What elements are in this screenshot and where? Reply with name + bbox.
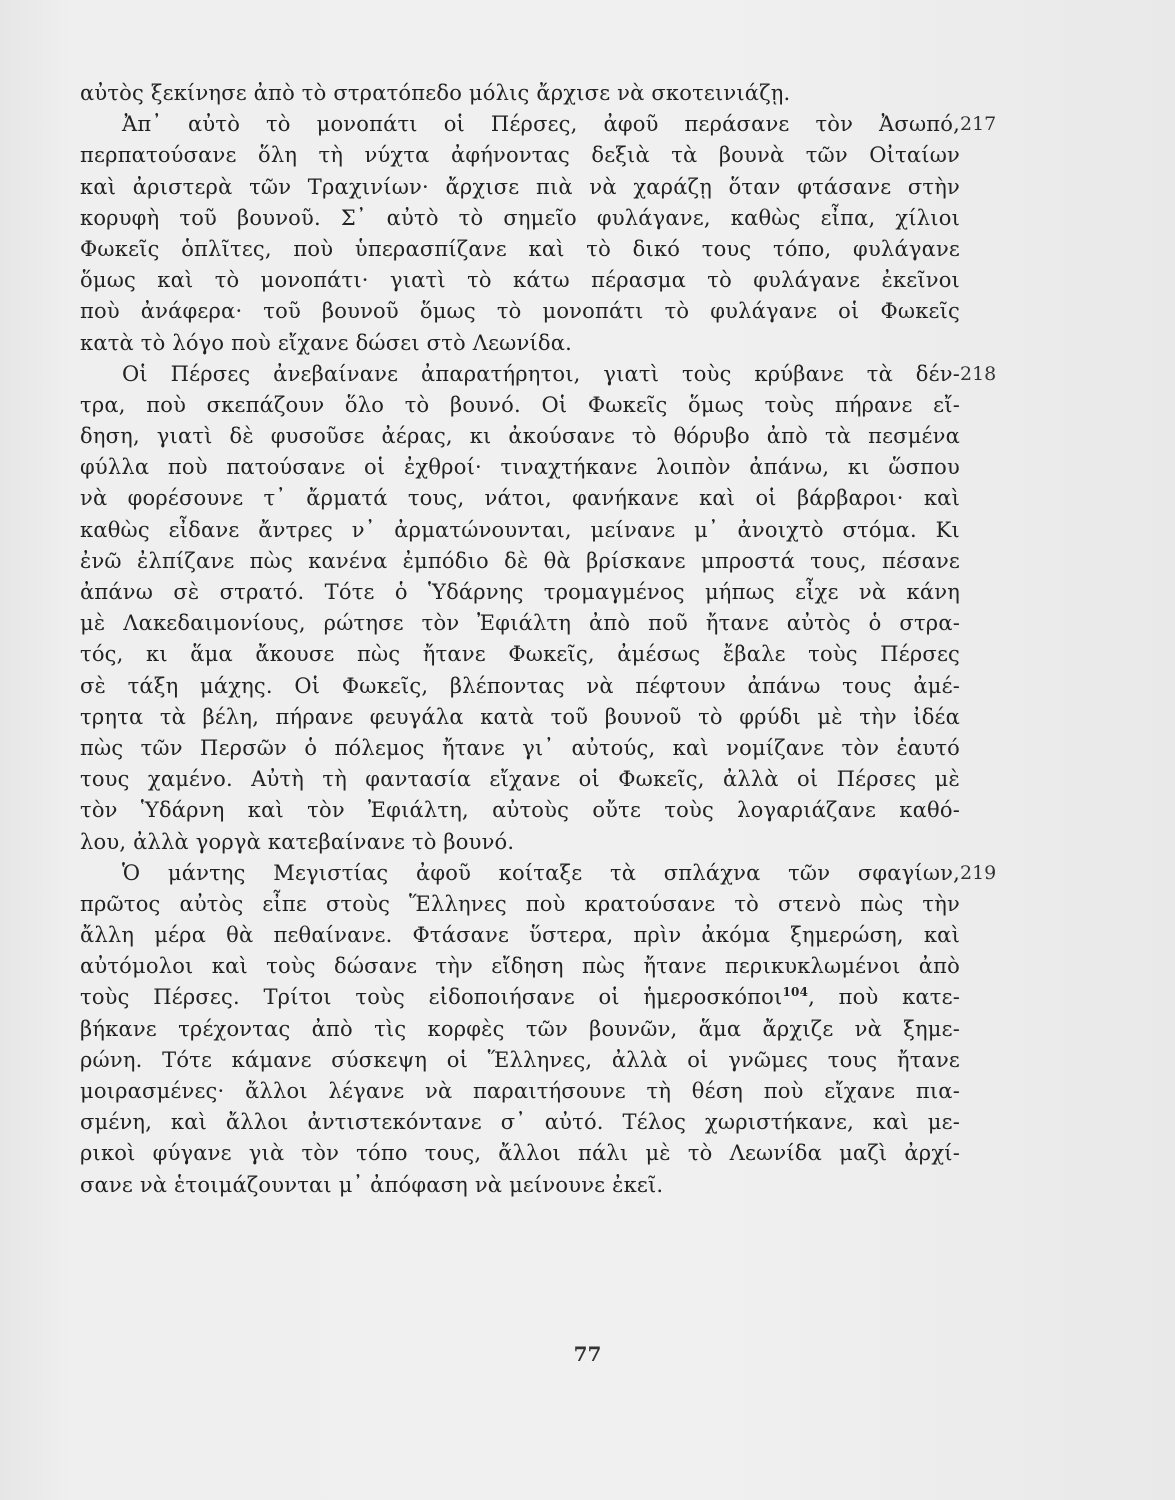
text-line: Φωκεῖς ὁπλῖτες, ποὺ ὑπερασπίζανε καὶ τὸ δικό τους τόπο, φυλάγανε [80, 236, 960, 261]
text-line: ἀπάνω σὲ στρατό. Τότε ὁ Ὑδάρνης τρομαγμένος μήπως εἶχε νὰ κάνη [80, 580, 960, 604]
text-line: σμένη, καὶ ἄλλοι ἀντιστεκόντανε σ᾽ αὐτό. Τέλος χωριστήκανε, καὶ με- [80, 1110, 960, 1135]
text-line: δηση, γιατὶ δὲ φυσοῦσε ἀέρας, κι ἀκούσανε τὸ θόρυβο ἀπὸ τὰ πεσμένα [80, 424, 960, 449]
text-line: Ἀπ᾽ αὐτὸ τὸ μονοπάτι οἱ Πέρσες, ἀφοῦ περάσανε τὸν Ἀσωπό, [122, 112, 960, 137]
text-line: τους χαμένο. Αὐτὴ τὴ φαντασία εἴχανε οἱ Φωκεῖς, ἀλλὰ οἱ Πέρσες μὲ [80, 767, 960, 792]
text-line: σὲ τάξη μάχης. Οἱ Φωκεῖς, βλέποντας νὰ πέφτουν ἀπάνω τους ἀμέ- [80, 673, 960, 698]
text-line: Ὁ μάντης Μεγιστίας ἀφοῦ κοίταξε τὰ σπλάχνα τῶν σφαγίων, [122, 860, 960, 885]
text-line: Οἱ Πέρσες ἀνεβαίνανε ἀπαρατήρητοι, γιατὶ τοὺς κρύβανε τὰ δέν- [122, 361, 960, 386]
text-line: μοιρασμένες· ἄλλοι λέγανε νὰ παραιτήσουνε τὴ θέση ποὺ εἴχανε πια- [80, 1079, 960, 1103]
text-line: καθὼς εἶδανε ἄντρες ν᾽ ἀρματώνουνται, μείνανε μ᾽ ἀνοιχτὸ στόμα. Κι [80, 517, 960, 542]
text-line: τός, κι ἅμα ἄκουσε πὼς ἤτανε Φωκεῖς, ἀμέσως ἔβαλε τοὺς Πέρσες [80, 642, 960, 667]
text-line: αὐτόμολοι καὶ τοὺς δώσανε τὴν εἴδηση πὼς ἤτανε περικυκλωμένοι ἀπὸ [80, 954, 960, 979]
text-line: αὐτὸς ξεκίνησε ἀπὸ τὸ στρατόπεδο μόλις ἄρχισε νὰ σκοτεινιάζῃ. [80, 81, 791, 105]
text-line: ρικοὶ φύγανε γιὰ τὸν τόπο τους, ἄλλοι πάλι μὲ τὸ Λεωνίδα μαζὶ ἀρχί- [80, 1141, 960, 1166]
text-line: ὅμως καὶ τὸ μονοπάτι· γιατὶ τὸ κάτω πέρασμα τὸ φυλάγανε ἐκεῖνοι [80, 268, 960, 293]
text-line: πρῶτος αὐτὸς εἶπε στοὺς Ἕλληνες ποὺ κρατούσανε τὸ στενὸ πὼς τὴν [80, 891, 960, 916]
text-line: τὸν Ὑδάρνη καὶ τὸν Ἐφιάλτη, αὐτοὺς οὔτε τοὺς λογαριάζανε καθό- [80, 798, 960, 823]
text-line: κατὰ τὸ λόγο ποὺ εἴχανε δώσει στὸ Λεωνίδα. [80, 330, 572, 355]
text-line: τοὺς Πέρσες. Τρίτοι τοὺς εἰδοποιήσανε οἱ ἡμεροσκόποι$^{104}$, ποὺ κατε- [80, 985, 960, 1010]
text-line: τρα, ποὺ σκεπάζουν ὅλο τὸ βουνό. Οἱ Φωκεῖς ὅμως τοὺς πήρανε εἴ- [80, 392, 960, 417]
section-number: 218 [960, 362, 997, 385]
text-line: καὶ ἀριστερὰ τῶν Τραχινίων· ἄρχισε πιὰ νὰ χαράζῃ ὅταν φτάσανε στὴν [80, 174, 960, 199]
paragraph [80, 109, 960, 359]
paragraph [80, 359, 960, 858]
text-line: ποὺ ἀνάφερα· τοῦ βουνοῦ ὅμως τὸ μονοπάτι τὸ φυλάγανε οἱ Φωκεῖς [80, 299, 960, 324]
page-number: 77 [573, 1342, 602, 1366]
text-line: νὰ φορέσουνε τ᾽ ἄρματά τους, νάτοι, φανήκανε καὶ οἱ βάρβαροι· καὶ [80, 486, 960, 511]
text-line: λου, ἀλλὰ γοργὰ κατεβαίνανε τὸ βουνό. [80, 829, 515, 854]
text-line: τρητα τὰ βέλη, πήρανε φευγάλα κατὰ τοῦ βουνοῦ τὸ φρύδι μὲ τὴν ἰδέα [80, 704, 960, 729]
text-line: βήκανε τρέχοντας ἀπὸ τὶς κορφὲς τῶν βουνῶν, ἅμα ἄρχιζε νὰ ξημε- [80, 1016, 960, 1041]
section-number: 219 [960, 862, 997, 884]
text-line: μὲ Λακεδαιμονίους, ρώτησε τὸν Ἐφιάλτη ἀπὸ ποῦ ἤτανε αὐτὸς ὁ στρα- [80, 611, 960, 636]
paragraph [80, 858, 960, 1201]
text-line: περπατούσανε ὅλη τὴ νύχτα ἀφήνοντας δεξιὰ τὰ βουνὰ τῶν Οἰταίων [80, 143, 960, 168]
text-line: ρώνη. Τότε κάμανε σύσκεψη οἱ Ἕλληνες, ἀλλὰ οἱ γνῶμες τους ἤτανε [80, 1047, 960, 1072]
body-text [80, 78, 960, 1201]
text-line: ἄλλη μέρα θὰ πεθαίνανε. Φτάσανε ὕστερα, πρὶν ἀκόμα ξημερώση, καὶ [80, 923, 960, 948]
section-number: 217 [960, 113, 997, 136]
paragraph [80, 78, 960, 109]
text-line: φύλλα ποὺ πατούσανε οἱ ἐχθροί· τιναχτήκανε λοιπὸν ἀπάνω, κι ὥσπου [80, 455, 960, 480]
text-line: σανε νὰ ἑτοιμάζουνται μ᾽ ἀπόφαση νὰ μείνουνε ἐκεῖ. [80, 1172, 664, 1197]
footnote-ref[interactable]: 104 [782, 985, 809, 1000]
text-line: κορυφὴ τοῦ βουνοῦ. Σ᾽ αὐτὸ τὸ σημεῖο φυλάγανε, καθὼς εἶπα, χίλιοι [80, 205, 960, 230]
text-line: ἐνῶ ἐλπίζανε πὼς κανένα ἐμπόδιο δὲ θὰ βρίσκανε μπροστά τους, πέσανε [80, 548, 960, 573]
text-line: πὼς τῶν Περσῶν ὁ πόλεμος ἤτανε γι᾽ αὐτούς, καὶ νομίζανε τὸν ἑαυτό [80, 735, 960, 760]
